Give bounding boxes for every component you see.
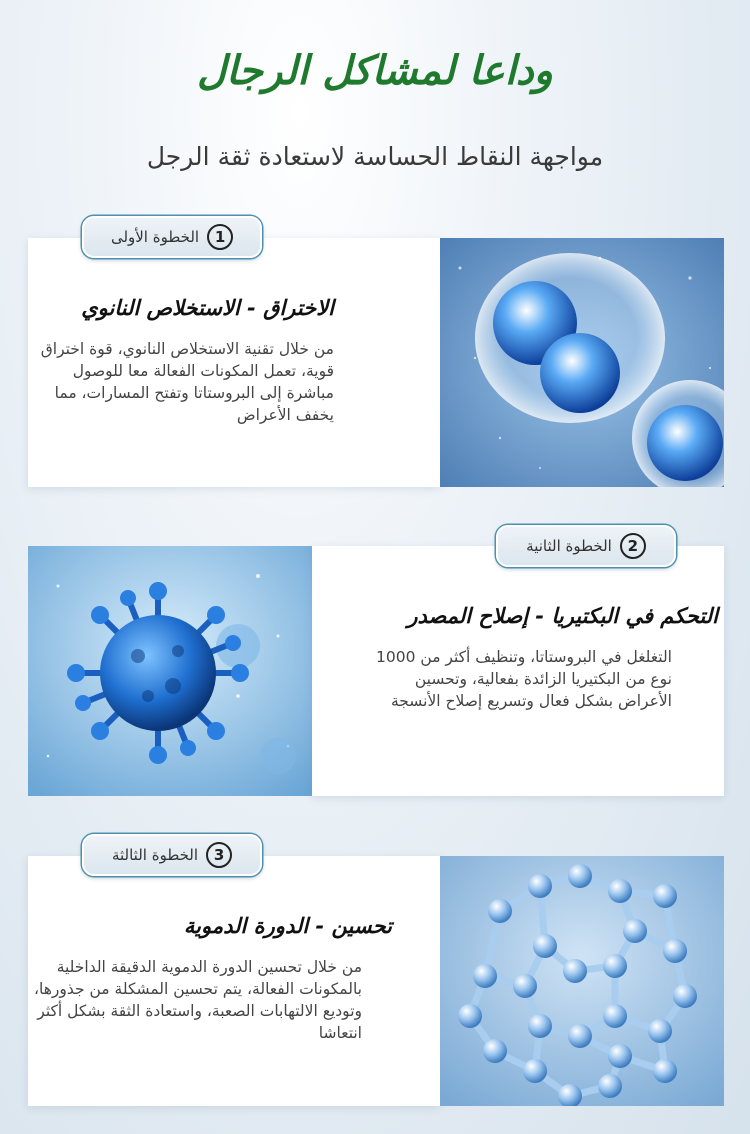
- step-1-badge-label: الخطوة الأولى: [110, 228, 200, 246]
- step-1-badge: [82, 216, 262, 258]
- step-2-number-icon: 2: [620, 533, 646, 559]
- step-3-body: من خلال تحسين الدورة الدموية الدقيقة الداخلية بالمكونات الفعالة، يتم تحسين المشكلة من جذورها، وتوديع الالتهابات الصعبة، واستعادة الثقة بشكل أكثر انتعاشا: [33, 958, 362, 1042]
- step-2-body: التغلغل في البروستاتا، وتنظيف أكثر من 1000 نوع من البكتيريا الزائدة بفعالية، وتحسين الأعراض بشكل فعال وتسريع إصلاح الأنسجة: [376, 648, 672, 710]
- step-3-card: [28, 856, 440, 1106]
- step-3-heading: تحسين - الدورة الدموية: [183, 914, 392, 938]
- page-subtitle: مواجهة النقاط الحساسة لاستعادة ثقة الرجل: [146, 142, 604, 171]
- step-2-badge: [496, 525, 676, 567]
- step-2-card: [312, 546, 724, 796]
- cell-division-image: [440, 238, 724, 487]
- step-3-number-icon: 3: [206, 842, 232, 868]
- step-2-badge-label: الخطوة الثانية: [526, 537, 612, 555]
- step-2-text: [318, 604, 718, 712]
- step-1-body: من خلال تقنية الاستخلاص النانوي، قوة اختراق قوية، تعمل المكونات الفعالة معا للوصول مباشرة إلى البروستاتا وتفتح المسارات، مما يخفف الأعراض: [40, 340, 334, 424]
- virus-image: [28, 546, 312, 796]
- step-1-heading: الاختراق - الاستخلاص النانوي: [81, 296, 334, 320]
- step-3-badge-label: الخطوة الثالثة: [111, 846, 199, 864]
- step-1-text: [34, 296, 334, 426]
- molecule-image: [440, 856, 724, 1106]
- step-3-text: [32, 914, 392, 1044]
- step-3-badge: [82, 834, 262, 876]
- step-1-card: [28, 238, 440, 487]
- page-title: وداعا لمشاكل الرجال: [196, 48, 553, 94]
- step-1-number-icon: 1: [207, 224, 233, 250]
- step-2-heading: التحكم في البكتيريا - إصلاح المصدر: [407, 604, 718, 628]
